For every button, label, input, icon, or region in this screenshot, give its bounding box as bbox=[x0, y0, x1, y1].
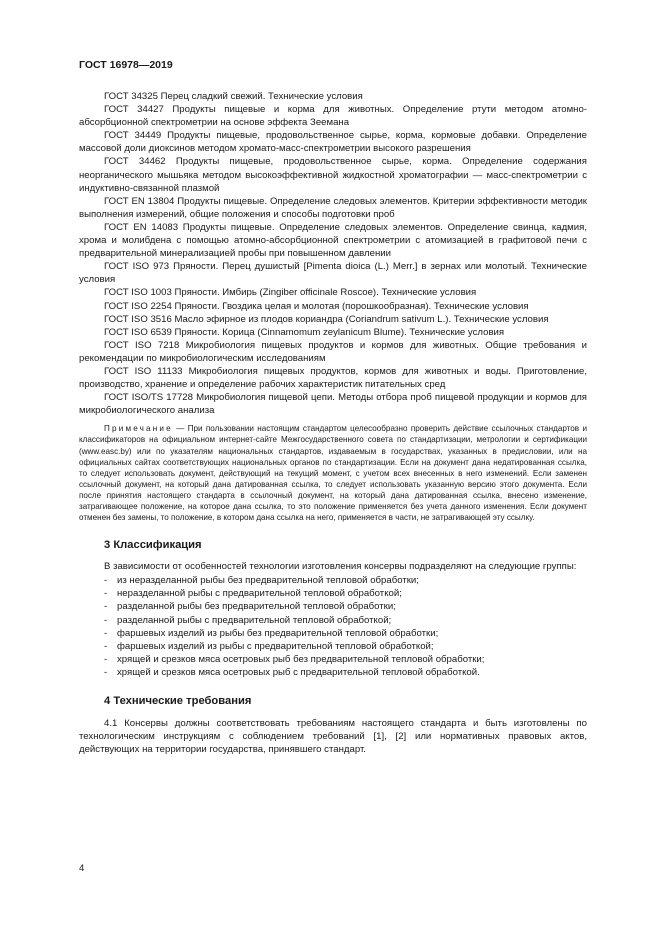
note bbox=[79, 423, 587, 523]
reference-item: ГОСТ 34449 Продукты пищевые, продовольственное сырье, корма, кормовые добавки. Определение массовой доли диоксинов методом хромато-масс-спектрометрии высокого разрешения bbox=[79, 130, 587, 155]
reference-item: ГОСТ ISO 973 Пряности. Перец душистый [Pimenta dioica (L.) Merr.] в зернах или молотый. Технические условия bbox=[79, 261, 587, 286]
reference-item: ГОСТ 34325 Перец сладкий свежий. Технические условия bbox=[104, 91, 363, 102]
list-item: - разделанной рыбы с предварительной тепловой обработкой; bbox=[104, 614, 392, 626]
reference-item: ГОСТ ISO 2254 Пряности. Гвоздика целая и молотая (порошкообразная). Технические условия bbox=[104, 300, 529, 312]
list-item-text: разделанной рыбы с предварительной тепловой обработкой; bbox=[117, 614, 392, 626]
reference-item: ГОСТ EN 13804 Продукты пищевые. Определение следовых элементов. Критерии эффективности методик выполнения измерений, общие положения и способы подготовки проб bbox=[79, 195, 587, 220]
list-item: - фаршевых изделий из рыбы без предварительной тепловой обработки; bbox=[104, 627, 439, 639]
reference-item: ГОСТ EN 14083 Продукты пищевые. Определение следовых элементов. Определение свинца, кадмия, хрома и молибдена с помощью атомно-абсорбционной спектрометрии с атомизацией в графитовой печи с предварительной минерализацией пробы при повышенном давлении bbox=[79, 221, 587, 260]
list-item-text: хрящей и срезков мяса осетровых рыб без предварительной тепловой обработки; bbox=[117, 653, 485, 665]
reference-item: ГОСТ ISO 3516 Масло эфирное из плодов кориандра (Coriandrum sativum L.). Технические условия bbox=[104, 313, 549, 325]
references-list bbox=[79, 90, 587, 417]
page-header: ГОСТ 16978—2019 bbox=[79, 59, 173, 71]
list-item: - хрящей и срезков мяса осетровых рыб без предварительной тепловой обработки; bbox=[104, 653, 485, 665]
list-item-text: фаршевых изделий из рыбы без предварительной тепловой обработки; bbox=[117, 627, 439, 639]
list-item-text: неразделанной рыбы с предварительной тепловой обработкой; bbox=[117, 588, 402, 600]
reference-item: ГОСТ ISO/TS 17728 Микробиология пищевой цепи. Методы отбора проб пищевой продукции и кормов для микробиологического анализа bbox=[79, 392, 587, 417]
list-item-text: разделанной рыбы без предварительной тепловой обработки; bbox=[117, 601, 396, 613]
list-item: - хрящей и срезков мяса осетровых рыб с предварительной тепловой обработкой. bbox=[104, 666, 480, 678]
reference-item: ГОСТ ISO 11133 Микробиология пищевых продуктов, кормов для животных и воды. Приготовление, производство, хранение и определение рабочих характеристик питательных сред bbox=[79, 365, 587, 391]
reference-item: ГОСТ ISO 7218 Микробиология пищевых продуктов и кормов для животных. Общие требования и рекомендации по микробиологическим исследованиям bbox=[79, 339, 587, 364]
note-text: — При пользовании настоящим стандартом целесообразно проверить действие ссылочных стандартов и классификаторов на официальном интернет-сайте Межгосударственного совета по стандартизации, метрологии и сертификации (www.easc.by) или по указателям национальных стандартов, издаваемым в государствах, указанных в предисловии, или на официальных сайтах соответствующих национальных органов по стандартизации. Если на документ дана недатированная ссылка, то следует использовать документ, действующий на текущий момент, с учетом всех внесенных в него изменений. Если заменен ссылочный документ, на который дана датированная ссылка, то следует использовать указанную версию этого документа. Если после принятия настоящего стандарта в ссылочный документ, на который дана датированная ссылка, внесено изменение, затрагивающее положение, на которое дана ссылка, то это положение применяется без учета данного изменения. Если документ отменен без замены, то положение, в котором дана ссылка на него, применяется в части, не затрагивающей эту ссылку. bbox=[79, 424, 587, 523]
reference-item: ГОСТ ISO 6539 Пряности. Корица (Cinnamomum zeylanicum Blume). Технические условия bbox=[104, 326, 505, 338]
list-item-text: хрящей и срезков мяса осетровых рыб с предварительной тепловой обработкой. bbox=[117, 666, 480, 678]
reference-item: ГОСТ 34427 Продукты пищевые и корма для животных. Определение ртути методом атомно-абсорбционной спектрометрии на основе эффекта Зеемана bbox=[79, 104, 587, 129]
section-3-intro: В зависимости от особенностей технологии изготовления консервы подразделяют на следующие группы: bbox=[104, 561, 577, 573]
list-item: - разделанной рыбы без предварительной тепловой обработки; bbox=[104, 601, 396, 613]
list-item-text: фаршевых изделий из рыбы с предварительной тепловой обработкой; bbox=[117, 640, 434, 652]
section-4-paragraph: 4.1 Консервы должны соответствовать требованиям настоящего стандарта и быть изготовлены по технологическим инструкциям с соблюдением требований [1], [2] или нормативных правовых актов, действующих на территории государства, принявшего стандарт. bbox=[79, 718, 587, 756]
note-label: Примечание bbox=[104, 424, 173, 434]
list-item: - неразделанной рыбы с предварительной тепловой обработкой; bbox=[104, 588, 402, 600]
list-item-text: из неразделанной рыбы без предварительной тепловой обработки; bbox=[117, 575, 419, 587]
reference-item: ГОСТ ISO 1003 Пряности. Имбирь (Zingiber officinale Roscoe). Технические условия bbox=[104, 287, 477, 299]
list-item: - фаршевых изделий из рыбы с предварительной тепловой обработкой; bbox=[104, 640, 434, 652]
section-3-heading: 3 Классификация bbox=[104, 539, 202, 552]
classification-list bbox=[79, 574, 587, 679]
list-item: - из неразделанной рыбы без предварительной тепловой обработки; bbox=[104, 575, 419, 587]
page-number: 4 bbox=[79, 863, 85, 874]
reference-item: ГОСТ 34462 Продукты пищевые, продовольственное сырье, корма. Определение содержания неорганического мышьяка методом высокоэффективной жидкостной хроматографии — масс-спектрометрии с индуктивно-связанной плазмой bbox=[79, 156, 587, 194]
section-4-heading: 4 Технические требования bbox=[104, 695, 252, 708]
page-content bbox=[79, 90, 587, 756]
